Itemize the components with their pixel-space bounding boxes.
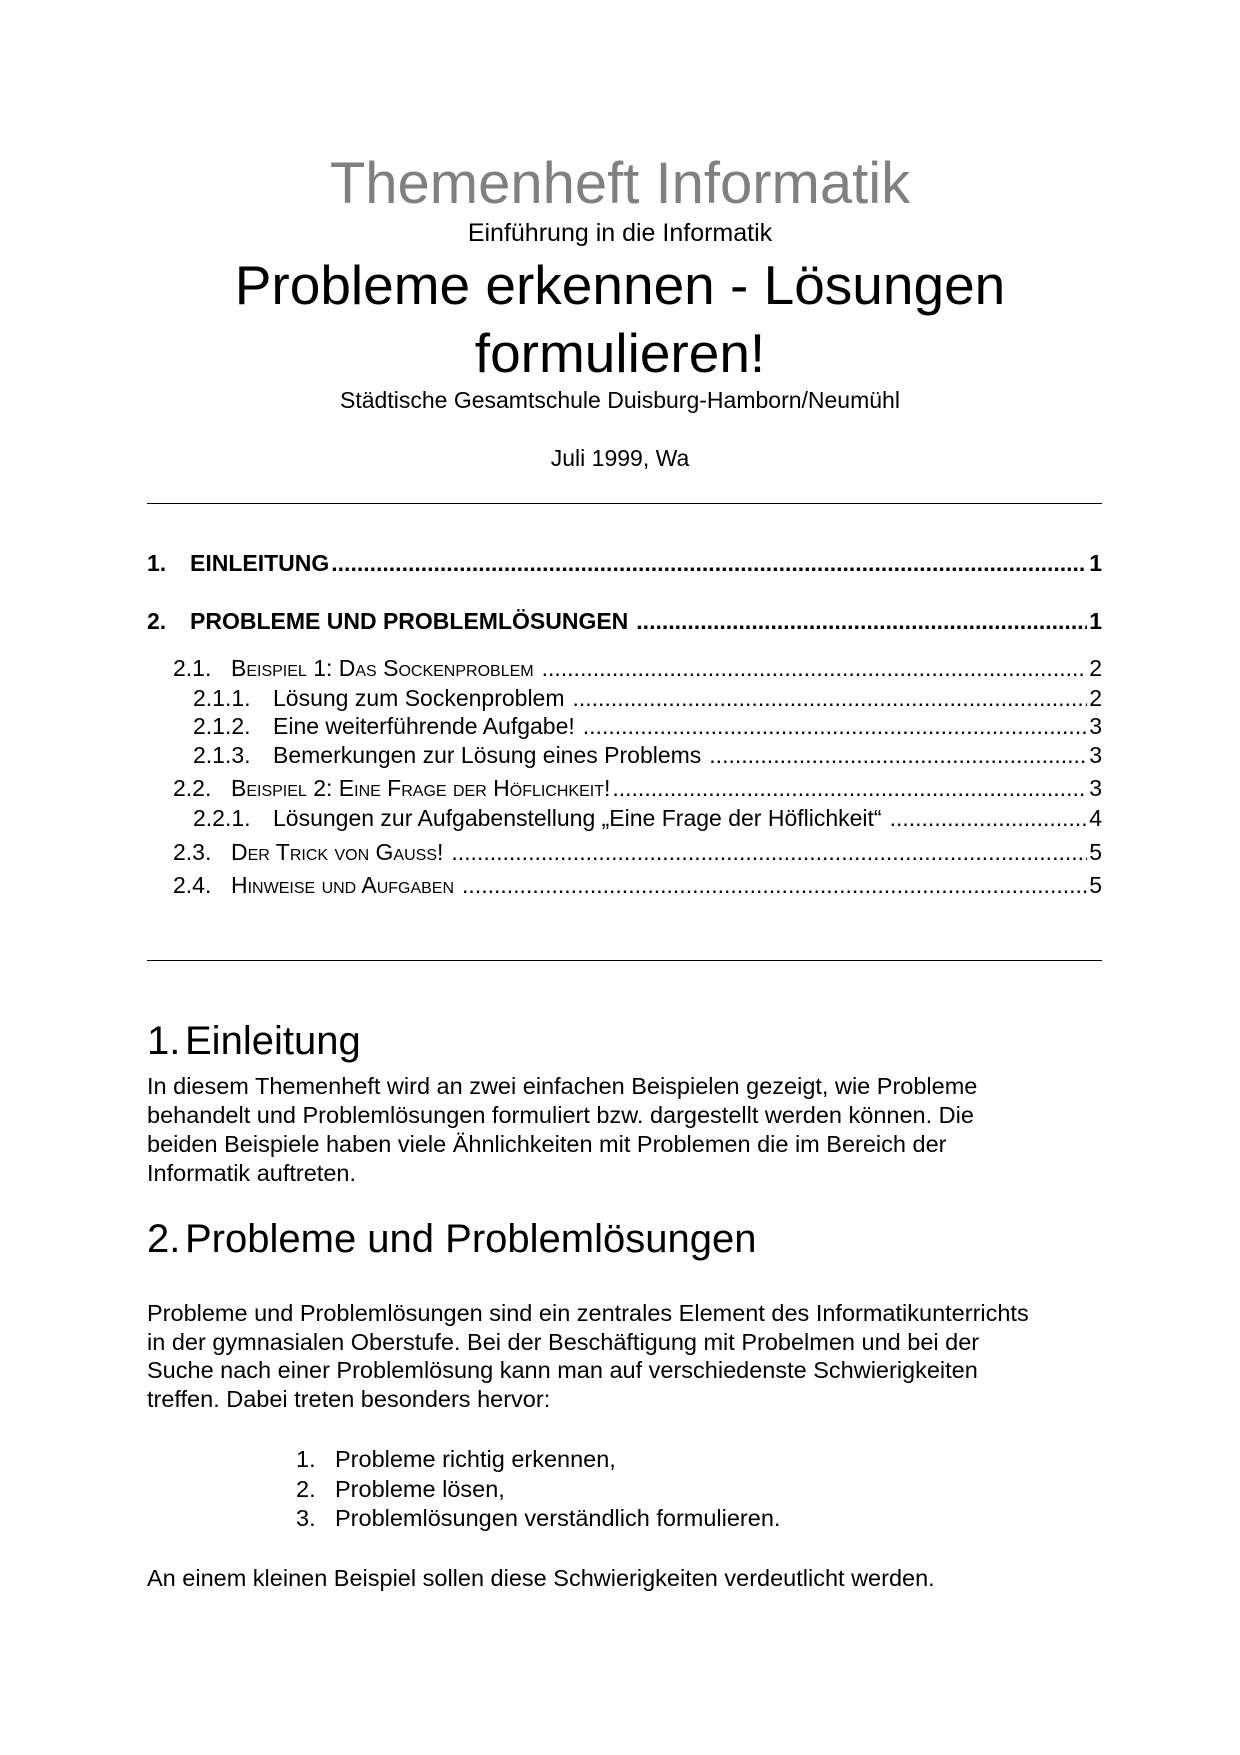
toc-page: 1 xyxy=(1089,550,1102,576)
paragraph-line: treffen. Dabei treten besonders hervor: xyxy=(147,1386,551,1412)
paragraph-line: Suche nach einer Problemlösung kann man auf verschiedenste Schwierigkeiten xyxy=(147,1357,978,1383)
toc-entry[interactable] xyxy=(147,606,1102,636)
toc-number: 2.4. xyxy=(173,872,212,898)
toc-entry[interactable] xyxy=(193,803,1102,833)
toc-entry[interactable] xyxy=(173,837,1102,867)
section-heading-probleme xyxy=(147,1215,756,1263)
section-number: 2. xyxy=(147,1217,181,1261)
divider-top xyxy=(147,503,1102,504)
toc-entry[interactable] xyxy=(193,711,1102,741)
toc-text: Bemerkungen zur Lösung eines Problems xyxy=(273,742,702,768)
toc-number: 2.1.3. xyxy=(193,742,251,768)
toc-entry[interactable] xyxy=(193,683,1102,713)
toc-text: EINLEITUNG xyxy=(190,550,330,576)
toc-entry[interactable] xyxy=(147,548,1102,578)
school-name: Städtische Gesamtschule Duisburg-Hamborn/Neumühl xyxy=(340,387,900,413)
paragraph-line: Probleme und Problemlösungen sind ein zentrales Element des Informatikunterrichts xyxy=(147,1300,1029,1326)
toc-page: 4 xyxy=(1089,805,1102,831)
toc-page: 2 xyxy=(1089,685,1102,711)
toc-text: PROBLEME UND PROBLEMLÖSUNGEN xyxy=(190,608,629,634)
list-item: Probleme lösen, xyxy=(335,1476,505,1502)
paragraph-line: in der gymnasialen Oberstufe. Bei der Beschäftigung mit Probelmen und bei der xyxy=(147,1329,980,1355)
toc-leader xyxy=(331,548,1087,578)
section-number: 1. xyxy=(147,1019,181,1063)
toc-entry[interactable] xyxy=(173,653,1102,683)
paragraph-line: beiden Beispiele haben viele Ähnlichkeiten mit Problemen die im Bereich der xyxy=(147,1131,947,1157)
toc-text: Eine weiterführende Aufgabe! xyxy=(273,713,575,739)
toc-page: 2 xyxy=(1089,655,1102,681)
list-item: Problemlösungen verständlich formulieren. xyxy=(335,1505,781,1531)
toc-page: 5 xyxy=(1089,872,1102,898)
list-number: 3. xyxy=(296,1505,316,1531)
toc-number: 1. xyxy=(147,550,167,576)
toc-text: Lösung zum Sockenproblem xyxy=(273,685,565,711)
series-title: Themenheft Informatik xyxy=(329,151,911,216)
toc-text: Lösungen zur Aufgabenstellung „Eine Frage der Höflichkeit“ xyxy=(273,805,882,831)
toc-number: 2.1. xyxy=(173,655,212,681)
list-number: 1. xyxy=(296,1446,316,1472)
closing-paragraph: An einem kleinen Beispiel sollen diese Schwierigkeiten verdeutlicht werden. xyxy=(147,1565,935,1591)
document-title-line2: formulieren! xyxy=(474,322,766,384)
toc-page: 1 xyxy=(1089,608,1102,634)
toc-number: 2.1.1. xyxy=(193,685,251,711)
toc-leader xyxy=(636,606,1087,636)
toc-page: 5 xyxy=(1089,839,1102,865)
toc-text: Beispiel 1: Das Sockenproblem xyxy=(231,655,534,681)
toc-leader xyxy=(583,711,1087,741)
list-number: 2. xyxy=(296,1476,316,1502)
toc-entry[interactable] xyxy=(173,870,1102,900)
toc-page: 3 xyxy=(1089,775,1102,801)
toc-leader xyxy=(709,740,1087,770)
list-item: Probleme richtig erkennen, xyxy=(335,1446,616,1472)
toc-leader xyxy=(612,773,1087,803)
toc-entry[interactable] xyxy=(193,740,1102,770)
document-title-line1: Probleme erkennen - Lösungen xyxy=(234,254,1006,316)
toc-text: Hinweise und Aufgaben xyxy=(231,872,455,898)
section-heading-einleitung xyxy=(147,1017,361,1065)
section-title: Probleme und Problemlösungen xyxy=(185,1217,757,1261)
toc-leader xyxy=(462,870,1087,900)
paragraph-line: In diesem Themenheft wird an zwei einfachen Beispielen gezeigt, wie Probleme xyxy=(147,1073,978,1099)
toc-number: 2.2.1. xyxy=(193,805,251,831)
subtitle: Einführung in die Informatik xyxy=(467,219,773,247)
divider-bottom xyxy=(147,960,1102,961)
date-author: Juli 1999, Wa xyxy=(550,445,690,471)
section-title: Einleitung xyxy=(185,1019,361,1063)
toc-page: 3 xyxy=(1089,713,1102,739)
paragraph-line: Informatik auftreten. xyxy=(147,1160,356,1186)
paragraph-line: behandelt und Problemlösungen formuliert bzw. dargestellt werden können. Die xyxy=(147,1102,974,1128)
toc-leader xyxy=(573,683,1088,713)
toc-text: Beispiel 2: Eine Frage der Höflichkeit! xyxy=(231,775,611,801)
toc-entry[interactable] xyxy=(173,773,1102,803)
toc-leader xyxy=(542,653,1088,683)
toc-page: 3 xyxy=(1089,742,1102,768)
toc-text: Der Trick von Gauß! xyxy=(231,839,444,865)
toc-number: 2.3. xyxy=(173,839,212,865)
toc-number: 2.2. xyxy=(173,775,212,801)
toc-number: 2. xyxy=(147,608,167,634)
toc-number: 2.1.2. xyxy=(193,713,251,739)
toc-leader xyxy=(451,837,1087,867)
toc-leader xyxy=(890,803,1088,833)
